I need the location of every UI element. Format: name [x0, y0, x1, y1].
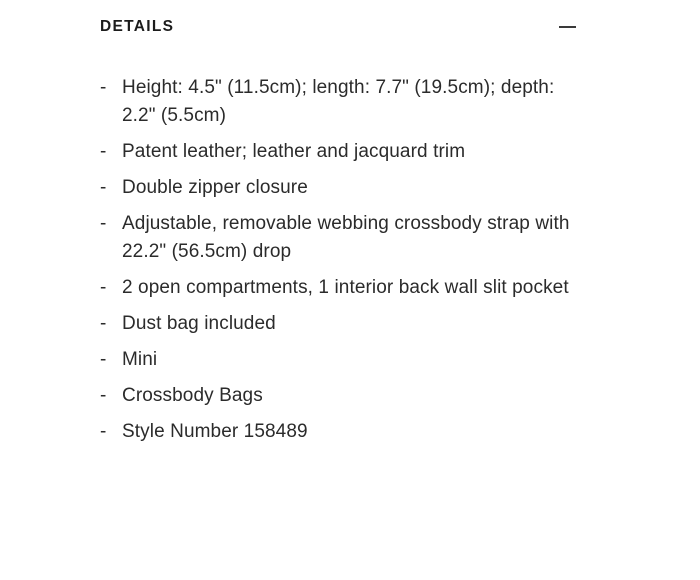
- list-item: [100, 310, 640, 338]
- list-bullet: -: [100, 177, 107, 198]
- list-item-label: Double zipper closure: [122, 177, 308, 198]
- minus-icon: [559, 26, 576, 28]
- list-item-label: Style Number 158489: [122, 421, 308, 442]
- list-item: [100, 74, 640, 130]
- list-item-label: 2 open compartments, 1 interior back wall slit pocket: [122, 277, 569, 298]
- list-bullet: -: [100, 421, 107, 442]
- list-item: [100, 174, 640, 202]
- details-list: [100, 74, 640, 454]
- list-item: [100, 346, 640, 374]
- list-bullet: -: [100, 313, 107, 334]
- list-item-label: Patent leather; leather and jacquard trim: [122, 141, 466, 162]
- list-bullet: -: [100, 77, 107, 98]
- list-bullet: -: [100, 385, 107, 406]
- list-bullet: -: [100, 141, 107, 162]
- list-item-label: Height: 4.5" (11.5cm); length: 7.7" (19.5cm); depth: 2.2" (5.5cm): [122, 77, 555, 126]
- list-bullet: -: [100, 213, 107, 234]
- collapse-section-button[interactable]: [554, 14, 580, 40]
- list-item: [100, 210, 640, 266]
- list-item: [100, 418, 640, 446]
- list-item-label: Crossbody Bags: [122, 385, 263, 406]
- list-item: [100, 382, 640, 410]
- list-item-label: Mini: [122, 349, 158, 370]
- page-title: DETAILS: [100, 18, 175, 36]
- list-item: [100, 274, 640, 302]
- list-bullet: -: [100, 277, 107, 298]
- details-section-header: [100, 12, 676, 42]
- list-item: [100, 138, 640, 166]
- list-item-label: Adjustable, removable webbing crossbody strap with 22.2" (56.5cm) drop: [122, 213, 570, 262]
- list-bullet: -: [100, 349, 107, 370]
- list-item-label: Dust bag included: [122, 313, 276, 334]
